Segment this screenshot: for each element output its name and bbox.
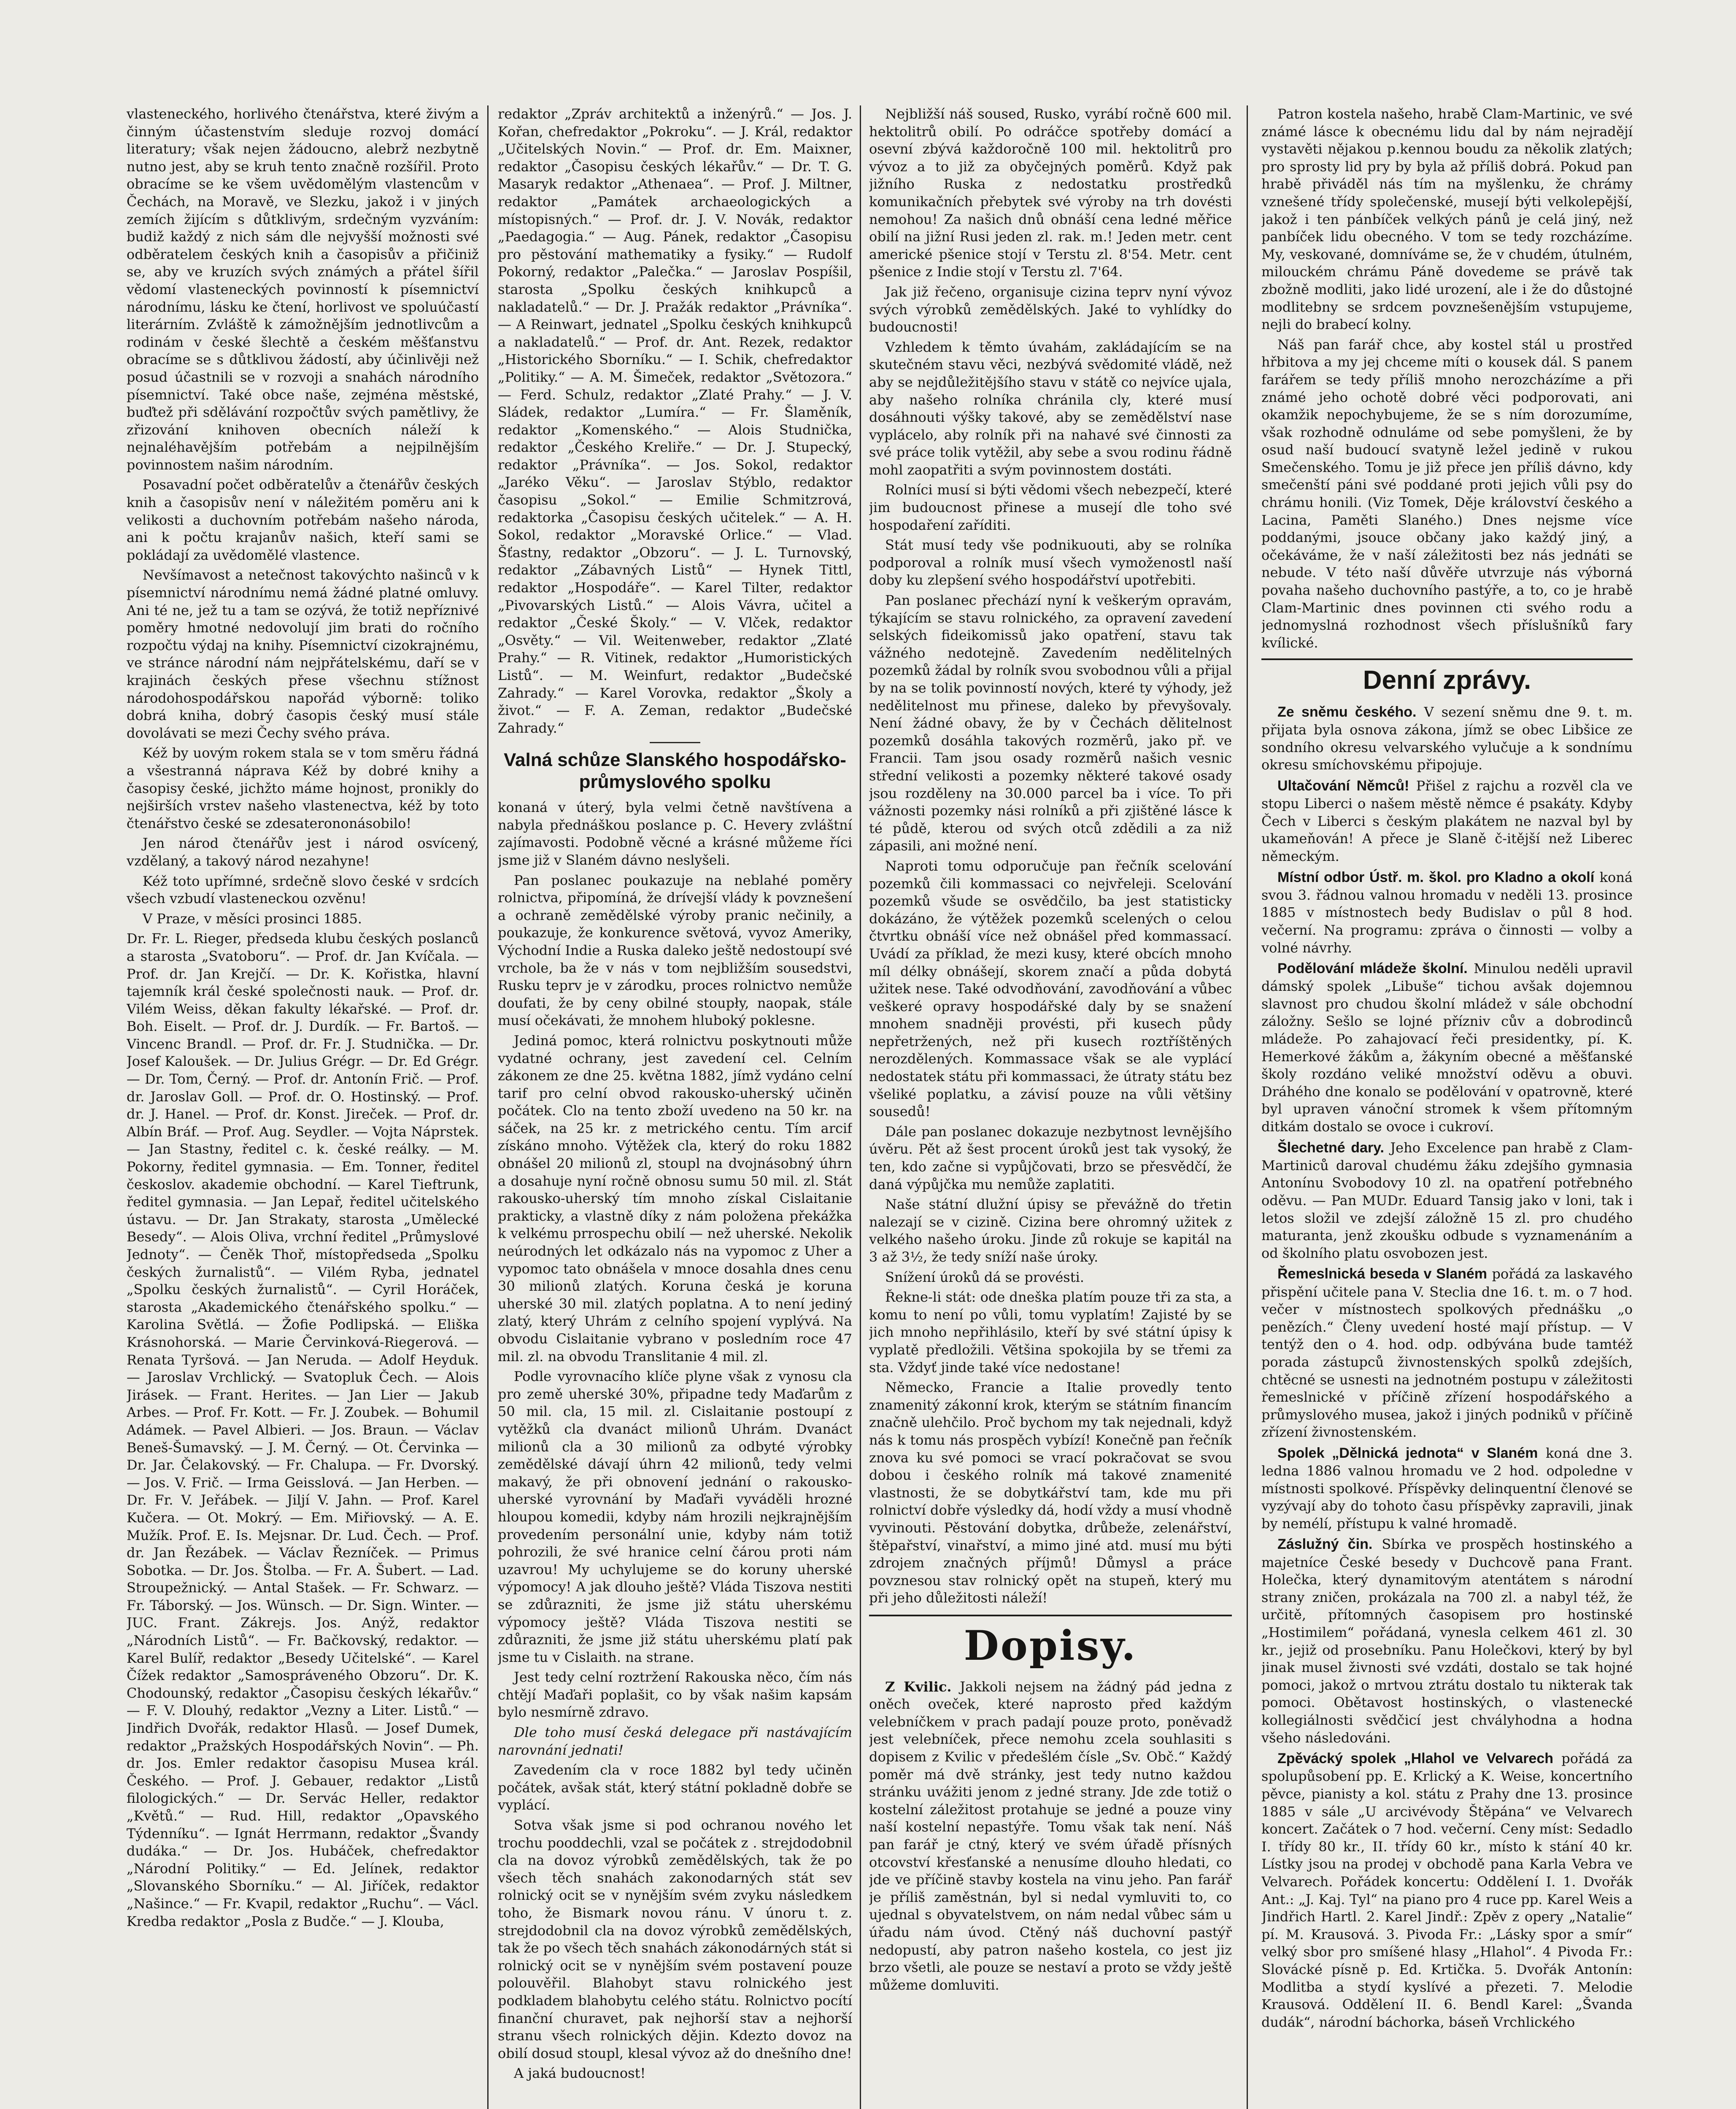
article-paragraph: Patron kostela našeho, hrabě Clam-Martinic, ve své známé lásce k obecnému lidu dal by nám nejradějí vystavěti nějakou p.kennou boudu za několik zlatých; pro sprosty lid pry by byla až příliš dobrá. Pokud pan hrabě přiváděl nás tím na myšlenku, že chrámy vznešené třídy společenské, musejí býti velkolepější, jakož i ten pánbíček velkých pánů je celá jiný, než panbíček lidu obecného. V tom se tedy rozcházíme. My, veskované, domníváme se, že v chudém, útulném, milouckém chrámu Páně dovedeme se právě tak zbožně modliti, jako lidé urození, ale i že do důstojné modlitebny se srdcem povznešenějším vstupujeme, nejli do brabecí kolny.	[1261, 106, 1633, 333]
article-paragraph: Kéž toto upřímné, srdečně slovo české v srdcích všech vzbudí vlasteneckou ozvěnu!	[127, 873, 479, 907]
news-item-heading: Záslužný čin.	[1277, 1536, 1373, 1553]
article-paragraph: Řekne-li stát: ode dneška platím pouze tři za sta, a komu to není po vůli, tomu vyplatím! Zajisté by se jich mnoho nepřihlásilo, kteří by své státní úpisy k vyplatě předložili. Většina spokojila by se třemi za sta. Vždyť jinde také více nedostane!	[869, 1289, 1232, 1375]
article-paragraph: Německo, Francie a Italie provedly tento znamenitý zákonní krok, kterým se státním financím značně ulehčilo. Proč bychom my tak nejednali, když nás k tomu nás prospěch vybízí! Konečně pan řečník znova ku své pomoci se vrací pokračovat se svou dobou i českého rolník má takové znamenité vlastnosti, že se dobytkářství tam, kde mu při rolnictví dobře výsledky dá, hodí vždy a musí vhodně vyvinouti. Pěstování dobytka, drůbeže, zelenářství, štěpařství, vinařství, a mimo jiné atd. musí mu býti zdrojem značných příjmů! Důmysl a práce povznesou stav rolnický opět na stupeň, který mu při jeho důležitosti náleží!	[869, 1379, 1232, 1606]
section-title-dopisy: Dopisy.	[869, 1615, 1232, 1672]
news-item-text: pořádá za spolupůsobení pp. E. Krlický a K. Weise, koncertního pěvce, pianisty a kol. státu z Prahy dne 13. prosince 1885 v sále „U arcivévody Štěpána“ ve Velvarech koncert. Začátek o 7 hod. večerní. Ceny míst: Sedadlo I. třídy 80 kr., II. třídy 60 kr., místo k stání 40 kr. Lístky jsou na prodej v obchodě pana Karla Vebra ve Velvarech. Pořádek koncertu: Oddělení I. 1. Dvořák Ant.: „J. Kaj. Tyl“ na piano pro 4 ruce pp. Karel Weis a Jindřich Hartl. 2. Karel Jindř.: Zpěv z opery „Natalie“ pí. M. Krausová. 3. Pivoda Fr.: „Lásky spor a smír“ velký sbor pro smíšené hlasy „Hlahol“. 4 Pivoda Fr.: Slovácké písně p. Ed. Krtička. 5. Dvořák Antonín: Modlitba a stydí kyslívé a přezeti. 7. Melodie Krausová. Oddělení II. 6. Bendl Karel: „Švanda dudák“, národní báchorka, báseň Vrchlického	[1261, 1750, 1633, 2030]
news-item-heading: Řemeslnická beseda v Slaném	[1277, 1266, 1488, 1282]
article-paragraph: Posavadní počet odběratelův a čtenářův českých knih a časopisův není v náležitém poměru ani k velikosti a duchovním potřebám našeho národa, ani k počtu krajanův našich, kteří sami se pokládají za uvědomělé vlastence.	[127, 477, 479, 563]
column-rule	[860, 105, 861, 2109]
article-paragraph: konaná v úterý, byla velmi četně navštívena a nabyla přednáškou poslance p. C. Hevery zvláštní zajímavosti. Podobně věcné a krásné můžeme říci jsme již v Slaném dávno neslyšeli.	[498, 799, 852, 868]
article-paragraph: Nevšímavost a netečnost takovýchto našinců v k písemnictví národnímu nemá žádné platné omluvy. Ani té ne, jež tu a tam se ozývá, že totiž nepříznivé poměry hmotné nedovolují jim brati do ročního rozpočtu výdaj na knihy. Písemnictví cizokrajnému, ve stránce národní nám nejpřátelskému, daří se v krajinách českých přese všechnu stížnost národohospodářskou napořád výborně: toliko dobrá kniha, dobrý časopis český musí stále dovolávati se mezi Čechy svého práva.	[127, 567, 479, 741]
news-item	[1261, 868, 1633, 957]
article-paragraph: Naproti tomu odporučuje pan řečník scelování pozemků čili kommassaci co nejvřeleji. Scelování pozemků všude se osvědčilo, ba jest statisticky dokázáno, že výtěžek pozemků scelených o celou čtvrtku obnáší více než obnášel před kommassací. Uvádí za příklad, že mezi kusy, které obcích mnoho míl délky obnášejí, skorem značí a půda dobytá užitek nese. Také odvodňování, zavodňování a vůbec veškeré opravy hospodářské daly by se snažení mnohem snadněji provésti, při kusech půdy nepřetržených, než při kusech roztříštěných nerozdělených. Kommassace však se ale vyplácí nedostatek státu při kommassaci, že útraty státu bez všeliké poplatku, a závisí pouze na vůli většiny sousedů!	[869, 858, 1232, 1120]
article-paragraph: Rolníci musí si býti vědomi všech nebezpečí, které jim budoucnost přinese a musejí dle toho své hospodaření zaříditi.	[869, 482, 1232, 533]
article-title: Valná schůze Slanského hospodářsko-průmyslového spolku	[504, 750, 846, 793]
article-paragraph: Naše státní dlužní úpisy se převážně do třetin nalezají se v cizině. Cizina bere ohromný užitek z velkého našeho úroku. Jinde zů rokuje se kapitál na 3 až 3½, že tedy sníží naše úroky.	[869, 1196, 1232, 1265]
dateline: V Praze, v měsíci prosinci 1885.	[143, 910, 362, 927]
article-paragraph: Podle vyrovnacího klíče plyne však z vynosu cla pro země uherské 30%, připadne tedy Maďarům z 50 mil. cla, 15 mil. zl. Cislaitanie postoupí z vytěžků cla dvanáct milionů Uhrám. Dvanáct milionů cla a 30 milionů za odbyté výrobky zemědělské dávají úhrn 42 milionů, tedy velmi makavý, že při obnovení jednání o rakousko-uherské vyrovnání by Maďaři vyváděli hrozné hloupou komedii, kdyby nám hrozili nejkrajnějším provedením personální unie, kdyby nám totiž pohrozili, že své hranice celní čárou proti nám uzavrou! My uchylujeme se do koruny uherské výpomocy! A jak dlouho ještě? Vláda Tiszova nestiti se zdůrazniti, že jsme již státu uherskému výpomocy ještě? Vláda Tiszova nestiti se zdůrazniti, že jsme již státu uherskému platí pak jsme tu v Cislaith. na strane.	[498, 1368, 852, 1665]
column-1	[127, 105, 479, 2109]
article-paragraph: Kéž by uovým rokem stala se v tom směru řádná a všestranná náprava Kéž by dobré knihy a časopisy české, jichžto máme hojnost, pronikly do nejširších vrstev našeho vlastenectva, kéž by toto čtenářstvo české se zdesaterononásobilo!	[127, 745, 479, 831]
article-paragraph: Náš pan farář chce, aby kostel stál u prostřed hřbitova a my jej chceme míti o kousek dál. S panem farářem se tedy příliš mnoho nerozcházíme a při známé jeho ochotě dobré věci podporovati, ani okamžik nepochybujeme, že se s ním dorozumíme, však rozhodně odnuláme od sebe pomyšleni, že by osud naší budoucí svatyně ležel jedině v rukou Smečenského. Tomu je již přece jen příliš dávno, kdy smečenští páni své poddané proti jejich vůli psy do chrámu honili. (Viz Tomek, Děje království českého a Lacina, Paměti Slaného.) Dnes nejsme více poddanými, jsouce občany jako každý jiný, a očekáváme, že v naší záležitosti bez nás jednáti se nebude. V této naší důvěře utvrzuje nás výborná povaha našeho duchovního pastýře, a to, co je hrabě Clam-Martinic dnes povinnen cti svého rodu a jednomyslná rozhodnost všech příslušníků fary kvílické.	[1261, 336, 1633, 651]
news-item	[1261, 1265, 1633, 1441]
article-paragraph: Stát musí tedy vše podnikuouti, aby se rolníka podporoval a rolník musí všech vymoženostl naší doby ku zlepšení svého hospodářství upotřebiti.	[869, 537, 1232, 588]
article-paragraph: Sotva však jsme si pod ochranou nového let trochu pooddechli, vzal se počátek z . strejdodobnil cla na dovoz výrobků zemědělských, tak že po všech těch snahách zakonodarných stát sev rolnický ocit se v nynějším svém zvyku následkem toho, že Bismark novou ránu. V únoru t. z. strejdodobnil cla na dovoz výrobků zemědělských, tak že po všech těch snahách zákonodárných stát si rolnický ocit se v nynějším svém postavení pouze polouvěřil. Blahobyt stavu rolnického jest podkladem blahobytu celého státu. Rolnictvo pocítí finanční churavet, pak nejhorší stav a nejhorší stranu všech rolnických dějin. Kdezto dovoz na obilí dosud stoupl, klesal vývoz až do dnešního dne!	[498, 1817, 852, 2061]
news-item-heading: Ultačování Němců!	[1277, 777, 1409, 794]
news-item-heading: Zpěvácký spolek „Hlahol ve Velvarech	[1277, 1750, 1554, 1767]
news-item	[1261, 703, 1633, 774]
signatories-list: Dr. Fr. L. Rieger, předseda klubu českých poslanců a starosta „Svatoboru“. — Prof. dr. Jan Kvíčala. — Prof. dr. Jan Krejčí. — Dr. K. Kořistka, hlavní tajemník král české společnosti nauk. — Prof. dr. Vilém Weiss, děkan fakulty lékařské. — Prof. dr. Boh. Eiselt. — Prof. dr. J. Durdík. — Fr. Bartoš. — Vincenc Brandl. — Prof. dr. Fr. J. Studnička. — Dr. Josef Kaloušek. — Dr. Julius Grégr. — Dr. Ed Grégr. — Dr. Tom, Černý. — Prof. dr. Antonín Frič. — Prof. dr. Jaroslav Goll. — Prof. dr. O. Hostinský. — Prof. dr. J. Hanel. — Prof. dr. Konst. Jireček. — Prof. dr. Albín Bráf. — Prof. Aug. Seydler. — Vojta Náprstek. — Jan Stastny, ředitel c. k. české reálky. — M. Pokorny, ředitel gymnasia. — Em. Tonner, ředitel českoslov. akademie obchodní. — Karel Tieftrunk, ředitel gymnasia. — Jan Lepař, ředitel učitelského ústavu. — Dr. Jan Strakaty, starosta „Umělecké Besedy“. — Alois Oliva, vrchní ředitel „Průmyslové Jednoty“. — Čeněk Thoř, místopředseda „Spolku českých žurnalistů“. — Vilém Ryba, jednatel „Spolku českých žurnalistů“. — Cyril Horáček, starosta „Akademického čtenářského spolku.“ — Karolina Světlá. — Žofie Podlipská. — Eliška Krásnohorská. — Marie Červinková-Riegerová. — Renata Tyršová. — Jan Neruda. — Adolf Heyduk. — Jaroslav Vrchlický. — Svatopluk Čech. — Alois Jirásek. — Frant. Herites. — Jan Lier — Jakub Arbes. — Prof. Fr. Kott. — Fr. J. Zoubek. — Bohumil Adámek. — Pavel Albieri. — Jos. Braun. — Václav Beneš-Šumavský. — J. M. Černý. — Ot. Červinka — Dr. Jar. Čelakovský. — Fr. Chalupa. — Fr. Dvorský. — Jos. V. Frič. — Irma Geisslová. — Jan Herben. — Dr. Fr. V. Jeřábek. — Jiljí V. Jahn. — Prof. Karel Kučera. — Ot. Mokrý. — Em. Miřiovský. — A. E. Mužík. Prof. E. Is. Mejsnar. Dr. Lud. Čech. — Prof. dr. Jan Řezábek. — Václav Řezníček. — Primus Sobotka. — Dr. Jos. Štolba. — Fr. A. Šubert. — Lad. Stroupežnický. — Antal Stašek. — Fr. Schwarz. — Fr. Táborský. — Jos. Wünsch. — Dr. Sign. Winter. — JUC. Frant. Zákrejs. Jos. Anýž, redaktor „Národních Listů“. — Fr. Bačkovský, redaktor. — Karel Bulíř, redaktor „Besedy Učitelské“. — Karel Čížek redaktor „Samospráveného Obzoru“. Dr. K. Chodounský, redaktor „Časopisu českých lékařův.“ — F. V. Dlouhý, redaktor „Vezny a Liter. Listů.“ — Jindřich Dvořák, redaktor Hlasů. — Josef Dumek, redaktor „Pražských Hospodářských Novin“. — Ph. dr. Jos. Emler redaktor časopisu Musea král. Českého. — Prof. J. Gebauer, redaktor „Listů filologických.“ — Dr. Servác Heller, redaktor „Květů.“ — Rud. Hill, redaktor „Opavského Týdenníku“. — Ignát Herrmann, redaktor „Švandy dudáka.“ — Dr. Jos. Hubáček, chefredaktor „Národní Politiky.“ — Ed. Jelínek, redaktor „Slovanského Sborníku.“ — Al. Jiříček, redaktor „Našince.“ — Fr. Kvapil, redaktor „Ruchu“. — Václ. Kredba redaktor „Posla z Budče.“ — J. Klouba,	[127, 930, 479, 1929]
news-item-heading: Šlechetné dary.	[1277, 1139, 1384, 1156]
news-item	[1261, 777, 1633, 866]
column-rule	[1247, 105, 1248, 2109]
article-paragraph: A jaká budoucnost!	[514, 2065, 646, 2082]
article-paragraph: Pan poslanec poukazuje na neblahé poměry rolnictva, připomíná, že drívejší vlády k povznešení a ochraně zemědělské výroby pranic nečinily, a poukazuje, že konkurence světová, vyvoz Ameriky, Východní Indie a Ruska daleko ještě nedostoupí své vrchole, ba že v nás v tom nejbližším sousedstvi, Rusku teprv je v zárodku, proces rolnictvo nemůže doufati, že by ceny obilné stoupły, naopak, stále musí očekávati, že mnohem hluboký poklesne.	[498, 872, 852, 1029]
news-item-heading: Ze sněmu českého.	[1277, 704, 1417, 720]
section-title-denni-zpravy: Denní zprávy.	[1261, 658, 1633, 698]
divider	[650, 742, 700, 743]
news-item	[1261, 1444, 1633, 1533]
news-item-text: pořádá za laskavého přispění učitele pana V. Steclia dne 16. t. m. o 7 hod. večer v místnostech spolkových přednášku „o penězích.“ Členy uvedení hosté mají přístup. — V tentýž den o 4. hod. odp. odbývána bude tamtéž porada zástupců živnostenských spolků zdejších, chtěcné se usnesti na jednotném postupu v záležitosti řemeslnické v příčině zřízení hospodářského a průmyslového musea, jakož i jiných podniků v příčině zřízení živnostenském.	[1261, 1266, 1633, 1440]
article-paragraph: Jak již řečeno, organisuje cizina teprv nyní vývoz svých výrobků zemědělských. Jaké to vyhlídky do budoucnosti!	[869, 283, 1232, 335]
article-paragraph: Jen národ čtenářův jest i národ osvícený, vzdělaný, a takový národ nezahyne!	[127, 835, 479, 869]
article-paragraph: Jediná pomoc, která rolnictvu poskytnouti může vydatné ochrany, jest zavedení cel. Celním zákonem ze dne 25. května 1882, jímž vydáno celní tarif pro celní obvod rakousko-uherský učiněn počátek. Clo na tento zboží uvedeno na 50 kr. na sáček, na 25 kr. z metrického centu. Tím arcif získáno mnoho. Výtěžek cla, který do roku 1882 obnášel 20 milionů zl, stoupl na dvojnásobný úhrn a dosahuje nyní ročně obnosu sumu 50 mil. zl. Stát rakousko-uherský tím mnoho získal Cislaitanie prakticky, a vlastně díky z nám položena překážka k velkému prrospechu obilí — než uherské. Nekolik neúrodných let odkázalo nás na vypomoc z Uher a vypomoc tato obnášela v mnoce dosahla dnes cenu 30 milionů zlatých. Koruna česká je koruna uherské 30 mil. zlatých poplatna. A to není jediný zlatý, který Uhrám z celního spojení vyplývá. Na obvodu Cislaitanie vybrano v posledním roce 47 mil. zl. na obvodu Translitanie 4 mil. zl.	[498, 1032, 852, 1365]
article-paragraph: Vzhledem k těmto úvahám, zakládajícím se na skutečném stavu věci, nezbývá svědomité vládě, než aby se nejdůležitějšího stavu v státě co nejvíce ujala, aby našeho rolníka chránila cly, které musí dosáhnouti výšky takové, aby se zemědělství nase vyplácelo, aby rolník při na nahavé své činnosti za své práce tolik vytěžil, aby sebe a svou rodinu řádně mohl zaopatřiti a svým povinnostem dostáti.	[869, 339, 1232, 478]
article-paragraph: Dle toho musí česká delegace při nastávajícím narovnání jednati!	[498, 1724, 852, 1758]
news-item-text: Přišel z rajchu a rozvěl cla ve stopu Liberci o našem městě němce é psakáty. Kdyby Čech v Liberci s českým plakátem ne nazval byl by ukameňován! A přece je Slaně č-itější než Liberec německým.	[1261, 777, 1633, 864]
news-item	[1261, 1138, 1633, 1262]
news-item	[1261, 1749, 1633, 2031]
article-paragraph: vlasteneckého, horlivého čtenářstva, které živým a činným účastenstvím sleduje rozvoj domácí literatury; však nejen žádoucno, alebrž nezbytně nutno jest, aby se kruh tento značně rozšířil. Proto obracíme se ke všem uvědomělým vlastencům v Čechách, na Moravě, ve Slezku, jakož i v jiných zemích žijícím s důtklivým, srdečným vyzváním: budiž každý z nich sám dle nejvyšší možnosti své odběratelem českých knih a časopisův a přičiniž se, aby ve kruzích svých známých a přátel šířil vědomí vlasteneckých povinností k písemnictví národnímu, lásku ke čtení, horlivost ve spoluúčastí literárním. Zvláště k zámožnějším jednotlivcům a rodinám v české šlechtě a českém měšťanstvu obracíme se s důtklivou žádostí, aby účinlivěji než posud účastnili se v rozvoji a snahách národního písemnictví. Také obce naše, zejména městské, buďtež při sdělávání rozpočtův svých pamětlivy, že zřizování knihoven obecních náleží k nejnaléhavějším potřebám a nejpilnějším povinnostem našim národním.	[127, 106, 479, 473]
news-item-text: V sezení sněmu dne 9. t. m. přijata byla osnova zákona, jímž se obec Libšice ze sondního okresu velvarského vylučuje a k sondnímu okresu smíchovskému připojuje.	[1261, 704, 1633, 773]
signatories-list: redaktor „Zpráv architektů a inženýrů.“ — Jos. J. Kořan, chefredaktor „Pokroku“. — J. Král, redaktor „Učitelských Novin.“ — Prof. dr. Em. Maixner, redaktor „Časopisu českých lékařův.“ — Dr. T. G. Masaryk redaktor „Athenaea“. — Prof. J. Miltner, redaktor „Památek archaeologických a místopisných.“ — Prof. dr. J. V. Novák, redaktor „Paedagogia.“ — Aug. Pánek, redaktor „Časopisu pro pěstování mathematiky a fysiky.“ — Rudolf Pokorný, redaktor „Palečka.“ — Jaroslav Pospíšil, starosta „Spolku českých knihkupců a nakladatelů.“ — Dr. J. Pražák redaktor „Právníka“. — A Reinwart, jednatel „Spolku českých knihkupců a nakladatelů.“ — Prof. dr. Ant. Rezek, redaktor „Historického Sborníku.“ — I. Schik, chefredaktor „Politiky.“ — A. M. Šimeček, redaktor „Světozora.“ — Ferd. Schulz, redaktor „Zlaté Prahy.“ — J. V. Sládek, redaktor „Lumíra.“ — Fr. Šlaměník, redaktor „Komenského.“ — Alois Studnička, redaktor „Českého Kreliře.“ — Dr. J. Stupecký, redaktor „Právníka“. — Jos. Sokol, redaktor „Jaréko Věku“. — Jaroslav Stýblo, redaktor časopisu „Sokol.“ — Emilie Schmitzrová, redaktorka „Časopisu českých učitelek.“ — A. H. Sokol, redaktor „Moravské Orlice.“ — Vlad. Šťastny, redaktor „Obzoru“. — J. L. Turnovský, redaktor „Zábavných Listů“ — Hynek Tittl, redaktor „Hospodáře“. — Karel Tilter, redaktor „Pivovarských Listů.“ — Alois Vávra, učitel a redaktor „České Školy.“ — V. Vlček, redaktor „Osvěty.“ — Vil. Weitenweber, redaktor „Zlaté Prahy.“ — R. Vitinek, redaktor „Humoristických Listů“. — M. Weinfurt, redaktor „Budečské Zahrady.“ — Karel Vorovka, redaktor „Školy a život.“ — F. A. Zeman, redaktor „Budečské Zahrady.“	[498, 106, 852, 736]
article-paragraph: Jest tedy celní roztržení Rakouska něco, čím nás chtějí Maďaři poplašit, co by však našim kapsám bylo nesmírně zdravo.	[498, 1669, 852, 1721]
news-item	[1261, 1535, 1633, 1747]
column-4	[1261, 105, 1633, 2109]
news-item-text: Sbírka ve prospěch hostinského a majetníce České besedy v Duchcově pana Frant. Holečka, který dynamitovým atentátem s národní strany zničen, prokázala na 700 zl. a nabyl též, že určitě, přítomných časopisem pro hostinské „Hostimilem“ pořádaná, vynesla celkem 461 zl. 30 kr., jejiž od prosebníku. Panu Holečkovi, který by byl jinak musel živnosti své vzdáti, dostalo se tak hojné pomoci, jakož o mrtvou ztrátu dostalo tu nikterak tak pomoci. Obětavost hostinských, o vlastenecké kollegiálnosti svědčicí jest chvályhodna a hodna všeho následováni.	[1261, 1536, 1633, 1746]
news-item-text: Minulou neděli upravil dámský spolek „Libuše“ tichou avšak dojemnou slavnost pro chudou školní mládež v sále obchodní záložny. Sešlo se lojné přízniv cův a dobrodinců mládeže. Po zahajovací řeči presidentky, pí. K. Hemerkové žákům a, žákyním obecné a měšťanské školy rozdáno veliké množství oděvu a obuvi. Dráhého dne konalo se podělování v opatrovně, které byl upraven vánoční stromek k všem přítomným ditkám dostalo se ovoce i cukroví.	[1261, 960, 1633, 1135]
article-paragraph: Snížení úroků dá se provésti.	[885, 1269, 1084, 1285]
news-item-text: koná svou 3. řádnou valnou hromadu v neděli 13. prosince 1885 v místnostech bedy Budislav o půl 8 hod. večerní. Na programu: zpráva o činnosti — volby a volné návrhy.	[1261, 869, 1633, 956]
letter-paragraph	[869, 1678, 1232, 1994]
news-item	[1261, 959, 1633, 1136]
article-paragraph: Dále pan poslanec dokazuje nezbytnost levnějšího úvěru. Pět až šest procent úroků jest tak vysoký, že ten, kdo začne si vypůjčovati, brzo se přesvědčí, že daná výpůjčka mu nemůže zaplatiti.	[869, 1123, 1232, 1192]
news-item-text: koná dne 3. ledna 1886 valnou hromadu ve 2 hod. odpoledne v místnosti spolkové. Příspěvky delinquentní členové se vyzývají aby do tohoto času příspěvky zapravili, jinak by nemélí, přístupu k valné hromadě.	[1261, 1445, 1633, 1532]
letter-text: Jakkoli nejsem na žádný pád jedna z oněch oveček, které naprosto před každým velebníčkem v prach padají pouze proto, poněvadž jest velebníček, přece nemohu zcela souhlasiti s dopisem z Kvilic v předešlém čísle „Sv. Obč.“ Každý poměr má dvě stránky, jest tedy nutno každou stránku uvážiti jenom z jedné strany. Jde zde totiž o kostelní záležitost protahuje se jedné a pouze viny naší kostelní nepastýře. Tomu však tak není. Náš pan farář je ctný, který ve svém úřadě přísných otcovství křesťanské a nenusíme dlouho hledati, co jde ve příčině stavby kostela na vinu jeho. Pan farář je příliš zaměstnán, byl si nedal vymluviti to, co ujednal s obyvatelstvem, on nám nedal vůbec sám u úřadu nám úvod. Ctěný náš duchovní pastýř nedopustí, aby patron našeho kostela, co jest jiz brzo všetli, ale pouze se nestaví a proto se vždy ještě můžeme domluviti.	[869, 1678, 1232, 1993]
column-3	[869, 105, 1232, 2109]
news-item-heading: Spolek „Dělnická jednota“ v Slaném	[1277, 1445, 1538, 1461]
letter-lead-in: Z Kvilic.	[885, 1678, 952, 1695]
news-item-heading: Podělování mládeže školní.	[1277, 960, 1468, 977]
news-item-heading: Místní odbor Ústř. m. škol. pro Kladno a okolí	[1277, 869, 1595, 885]
article-paragraph: Pan poslanec přechází nyní k veškerým opravám, týkajícím se stavu rolnického, za opravení zavedení selských fideikomissů jako opatření, stavu tak vážného nedotejně. Zavedením nedělitelných pozemků žádal by rolník svou svobodnou vůli a přijal by na se tolik povinností nových, které ty výhody, jež nedělitelnost mu přinese, daleko by převyšovaly. Není žádné obavy, že by v Čechách dělitelnost pozemků dosáhla takových rozměrů, jako př. ve Francii. Tam jsou osady rozměrů našich vesnic střední velikosti a pozemky některé takové osady jsou rozděleny na 30.000 parcel ba i více. To při vážnosti pozemky nási rolníků a při zjištěné lásce k té půdě, kterou od svých otců zdědili a za niž zápasili, ani možné není.	[869, 592, 1232, 854]
column-rule	[487, 105, 489, 2109]
article-paragraph: Zavedením cla v roce 1882 byl tedy učiněn počátek, avšak stát, který státní pokladně dobře se vyplácí.	[498, 1762, 852, 1813]
column-2	[498, 105, 852, 2109]
news-item-text: Jeho Excelence pan hrabě z Clam-Martiniců daroval chudému žáku zdejšího gymnasia Antonínu Svobodovy 10 zl. na opatření potřebného oděvu. — Pan MUDr. Eduard Tansig jako v loni, tak i letos složil ve zdejší záložně 15 zl. pro chudého maturanta, jenž zkoušku odbude s vyznamenáním a od školního platu osvobozen jest.	[1261, 1139, 1633, 1261]
article-paragraph: Nejbližší náš soused, Rusko, vyrábí ročně 600 mil. hektolitrů obilí. Po odráčce spotřeby domácí a osevní zbývá každoročně 100 mil. hektolitrů pro vývoz a to již za obyčejných poměrů. Když pak jižního Ruska z nedostatku prostředků komunikačních přebytek své výroby na trh dovésti nemohou! Za našich dnů obnáší cena ledné měřice obilí na jižní Rusi jeden zl. rak. m.! Jeden metr. cent americké pšenice stojí v Terstu zl. 8'54. Metr. cent pšenice z Indie stojí v Terstu zl. 7'64.	[869, 106, 1232, 280]
